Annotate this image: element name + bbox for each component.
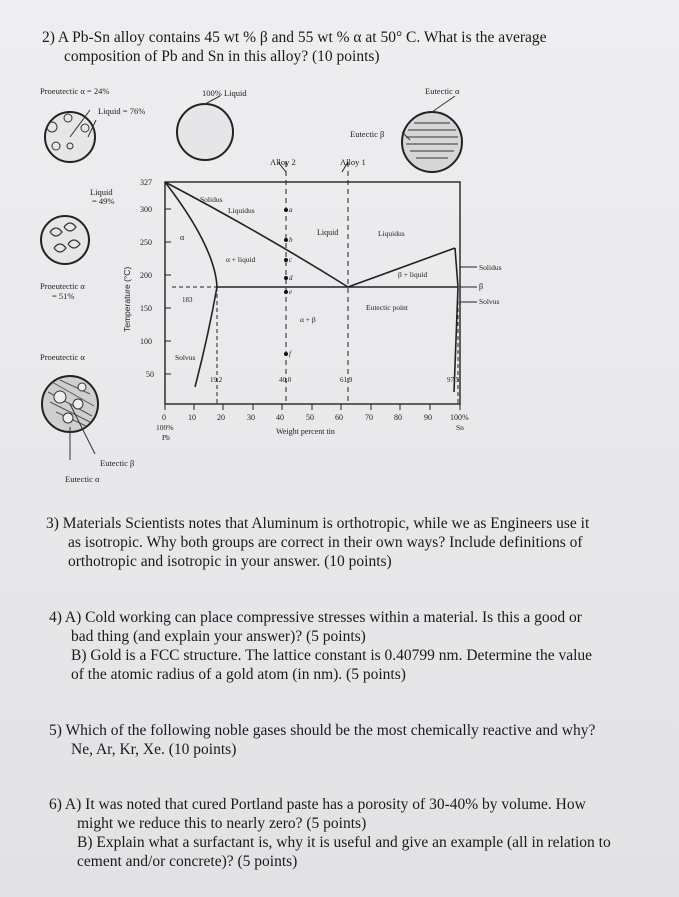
y-tick-300: 300 (140, 205, 152, 214)
solvus-line-left (195, 287, 217, 387)
label-liquid-76: Liquid = 76% (98, 106, 146, 116)
question-5 (49, 721, 674, 759)
question-6-line-3: B) Explain what a surfactant is, why it is useful and give an example (all in relation to (77, 834, 611, 851)
point-d (284, 276, 288, 280)
x-tick-70: 70 (365, 413, 373, 422)
label-eutectic-point: Eutectic point (366, 303, 408, 312)
label-pb-100-b: Pb (162, 433, 170, 442)
y-tick-250: 250 (140, 238, 152, 247)
label-pb-100-a: 100% (156, 423, 174, 432)
label-comp-40-0: 40.0 (279, 376, 292, 384)
label-liquid-49-a: Liquid (90, 187, 113, 197)
pb-sn-phase-diagram (30, 82, 505, 482)
plot-frame (165, 182, 460, 404)
label-solidus-left: Solidus (200, 195, 223, 204)
label-solvus-left: Solvus (175, 353, 196, 362)
x-tick-20: 20 (217, 413, 225, 422)
x-tick-60: 60 (335, 413, 343, 422)
x-tick-10: 10 (188, 413, 196, 422)
label-liquid-100: 100% Liquid (202, 88, 247, 98)
label-point-c: c (289, 256, 293, 264)
microstructure-circle-right (402, 112, 462, 172)
question-6-line-4: cement and/or concrete)? (5 points) (77, 853, 298, 870)
label-point-a: a (289, 206, 293, 214)
label-proeutectic-alpha-bottom: Proeutectic α (40, 352, 85, 362)
question-4 (49, 608, 674, 684)
label-alloy-1: Alloy 1 (340, 157, 366, 167)
x-tick-80: 80 (394, 413, 402, 422)
question-4-line-4: of the atomic radius of a gold atom (in nm). (5 points) (71, 666, 406, 683)
label-proeutectic-alpha-51-b: = 51% (52, 291, 75, 301)
solidus-line-right (455, 248, 458, 287)
question-3 (46, 514, 671, 571)
question-2 (42, 28, 662, 66)
y-tick-100: 100 (140, 337, 152, 346)
question-2-line-2: composition of Pb and Sn in this alloy? (10 points) (64, 48, 380, 65)
point-e (284, 290, 288, 294)
question-3-line-1: 3) Materials Scientists notes that Aluminum is orthotropic, while we as Engineers use it (46, 515, 590, 532)
label-comp-61-9: 61.9 (340, 376, 353, 384)
label-eutectic-alpha-bottom: Eutectic α (65, 474, 100, 482)
label-alpha-region: α (180, 233, 185, 242)
label-liquid-49-b: = 49% (92, 196, 115, 206)
label-comp-97-5: 97.5 (447, 376, 460, 384)
question-4-line-2: bad thing (and explain your answer)? (5 points) (71, 628, 366, 645)
label-solidus-right: Solidus (479, 263, 502, 272)
question-4-line-1: 4) A) Cold working can place compressive stresses within a material. Is this a good or (49, 609, 582, 626)
label-proeutectic-alpha-24: Proeutectic α = 24% (40, 86, 110, 96)
question-3-line-2: as isotropic. Why both groups are correct in their own ways? Include definitions of (68, 534, 583, 551)
label-point-e: e (289, 288, 293, 296)
point-f (284, 352, 288, 356)
question-5-line-1: 5) Which of the following noble gases should be the most chemically reactive and why? (49, 722, 596, 739)
label-liquid-region: Liquid (317, 228, 339, 237)
liquidus-line-right (348, 248, 455, 287)
label-sn-100-b: Sn (456, 423, 464, 432)
x-axis-title: Weight percent tin (276, 427, 335, 436)
label-beta-liquid: β + liquid (398, 270, 428, 279)
x-tick-40: 40 (276, 413, 284, 422)
y-tick-150: 150 (140, 304, 152, 313)
question-6-line-2: might we reduce this to nearly zero? (5 points) (77, 815, 367, 832)
label-alpha-liquid: α + liquid (226, 255, 256, 264)
label-liquidus-left: Liquidus (228, 206, 255, 215)
y-tick-327: 327 (140, 178, 152, 187)
x-tick-30: 30 (247, 413, 255, 422)
question-6-line-1: 6) A) It was noted that cured Portland paste has a porosity of 30-40% by volume. How (49, 796, 586, 813)
question-2-line-1: 2) A Pb-Sn alloy contains 45 wt % β and 55 wt % α at 50° C. What is the average (42, 29, 547, 46)
x-tick-100: 100% (450, 413, 469, 422)
label-solvus-right: Solvus (479, 297, 500, 306)
label-proeutectic-alpha-51-a: Proeutectic α (40, 281, 85, 291)
label-alpha-beta: α + β (300, 315, 316, 324)
y-tick-200: 200 (140, 271, 152, 280)
x-tick-0: 0 (162, 413, 166, 422)
point-b (284, 238, 288, 242)
y-tick-50: 50 (146, 370, 154, 379)
label-eutectic-alpha-top: Eutectic α (425, 86, 460, 96)
label-alloy-2: Alloy 2 (270, 157, 296, 167)
question-5-line-2: Ne, Ar, Kr, Xe. (10 points) (71, 741, 237, 758)
microstructure-circle-mid-left (41, 216, 89, 264)
question-3-line-3: orthotropic and isotropic in your answer. (10 points) (68, 553, 392, 570)
question-6 (49, 795, 674, 871)
label-eutectic-beta-bottom: Eutectic β (100, 458, 135, 468)
label-temp-183: 183 (182, 296, 193, 304)
label-point-f: f (289, 350, 291, 358)
x-tick-90: 90 (424, 413, 432, 422)
label-point-d: d (289, 274, 293, 282)
label-point-b: b (289, 236, 293, 244)
point-c (284, 258, 288, 262)
label-beta-right: β (479, 282, 484, 291)
point-a (284, 208, 288, 212)
microstructure-circle-liquid (177, 104, 233, 160)
x-tick-50: 50 (306, 413, 314, 422)
label-liquidus-right: Liquidus (378, 229, 405, 238)
label-eutectic-beta-top: Eutectic β (350, 129, 385, 139)
label-comp-19-2: 19.2 (210, 376, 223, 384)
y-axis-title: Temperature (°C) (122, 266, 132, 332)
question-4-line-3: B) Gold is a FCC structure. The lattice constant is 0.40799 nm. Determine the value (71, 647, 593, 664)
